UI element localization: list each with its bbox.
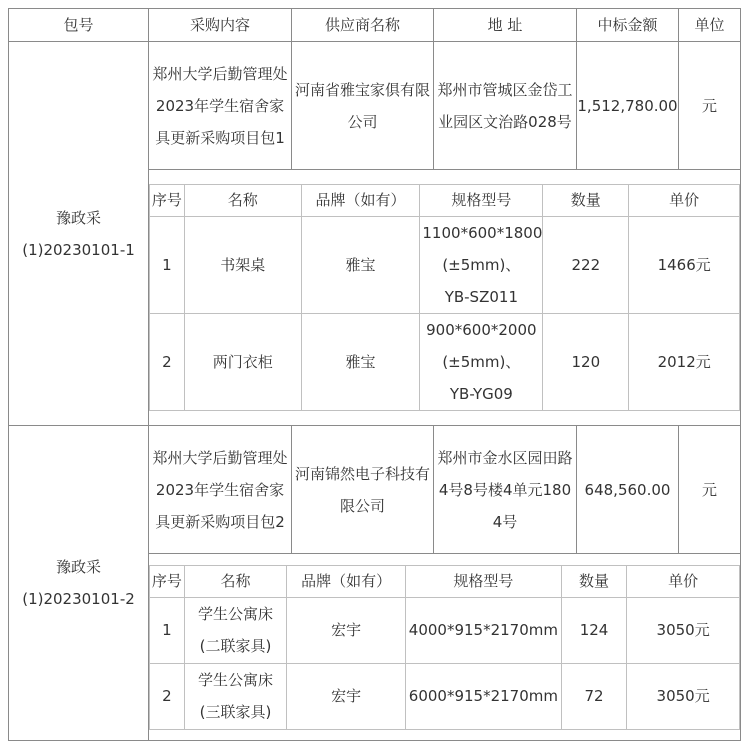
header-unit: 单位 — [679, 9, 741, 42]
item-qty: 72 — [561, 663, 627, 729]
items-header-row — [150, 565, 740, 597]
items-header-name: 名称 — [184, 185, 301, 217]
items-container — [149, 554, 741, 741]
supplier-name: 河南锦然电子科技有限公司 — [292, 426, 434, 554]
amount-unit: 元 — [679, 42, 741, 170]
supplier-address: 郑州市金水区园田路4号8号楼4单元1804号 — [434, 426, 577, 554]
supplier-address: 郑州市管城区金岱工业园区文治路028号 — [434, 42, 577, 170]
items-header-qty: 数量 — [561, 565, 627, 597]
item-no: 1 — [150, 597, 185, 663]
item-row — [150, 314, 740, 411]
award-amount: 1,512,780.00 — [577, 42, 679, 170]
item-name: 学生公寓床 (三联家具) — [184, 663, 286, 729]
items-table — [149, 184, 740, 411]
table-header-row — [9, 9, 741, 42]
package-number-line1: 豫政采 — [55, 208, 101, 227]
item-name: 两门衣柜 — [184, 314, 301, 411]
table-row — [9, 42, 741, 170]
item-price: 3050元 — [627, 597, 740, 663]
items-header-price: 单价 — [627, 565, 740, 597]
item-no: 2 — [150, 314, 185, 411]
package-number-cell — [9, 426, 149, 741]
item-brand: 宏宇 — [287, 597, 406, 663]
item-spec: 6000*915*2170mm — [406, 663, 562, 729]
item-qty: 124 — [561, 597, 627, 663]
items-header-brand: 品牌（如有） — [301, 185, 420, 217]
header-amount: 中标金额 — [577, 9, 679, 42]
procurement-content: 郑州大学后勤管理处2023年学生宿舍家具更新采购项目包2 — [149, 426, 292, 554]
item-brand: 雅宝 — [301, 314, 420, 411]
supplier-name: 河南省雅宝家俱有限公司 — [292, 42, 434, 170]
item-brand: 雅宝 — [301, 217, 420, 314]
item-row — [150, 663, 740, 729]
item-qty: 222 — [543, 217, 629, 314]
items-container — [149, 170, 741, 426]
items-header-name: 名称 — [184, 565, 286, 597]
item-spec: 4000*915*2170mm — [406, 597, 562, 663]
items-header-brand: 品牌（如有） — [287, 565, 406, 597]
item-name: 学生公寓床 (二联家具) — [184, 597, 286, 663]
package-number-line1: 豫政采 — [55, 558, 101, 577]
header-package: 包号 — [9, 9, 149, 42]
item-row — [150, 597, 740, 663]
items-header-qty: 数量 — [543, 185, 629, 217]
header-content: 采购内容 — [149, 9, 292, 42]
items-header-no: 序号 — [150, 565, 185, 597]
package-number-line2: (1)20230101-2 — [22, 590, 135, 609]
package-number-line2: (1)20230101-1 — [22, 240, 135, 259]
item-price: 1466元 — [629, 217, 740, 314]
procurement-results-table — [8, 8, 741, 741]
item-price: 3050元 — [627, 663, 740, 729]
item-name: 书架桌 — [184, 217, 301, 314]
award-amount: 648,560.00 — [577, 426, 679, 554]
items-header-row — [150, 185, 740, 217]
package-number-cell — [9, 42, 149, 426]
item-no: 2 — [150, 663, 185, 729]
item-spec: 900*600*2000 (±5mm)、 YB-YG09 — [420, 314, 543, 411]
amount-unit: 元 — [679, 426, 741, 554]
items-header-price: 单价 — [629, 185, 740, 217]
table-row — [9, 426, 741, 554]
items-header-spec: 规格型号 — [406, 565, 562, 597]
header-supplier: 供应商名称 — [292, 9, 434, 42]
item-no: 1 — [150, 217, 185, 314]
item-spec: 1100*600*1800 (±5mm)、 YB-SZ011 — [420, 217, 543, 314]
item-price: 2012元 — [629, 314, 740, 411]
items-table — [149, 565, 740, 730]
items-header-spec: 规格型号 — [420, 185, 543, 217]
item-brand: 宏宇 — [287, 663, 406, 729]
item-qty: 120 — [543, 314, 629, 411]
procurement-content: 郑州大学后勤管理处2023年学生宿舍家具更新采购项目包1 — [149, 42, 292, 170]
items-header-no: 序号 — [150, 185, 185, 217]
header-address: 地 址 — [434, 9, 577, 42]
item-row — [150, 217, 740, 314]
